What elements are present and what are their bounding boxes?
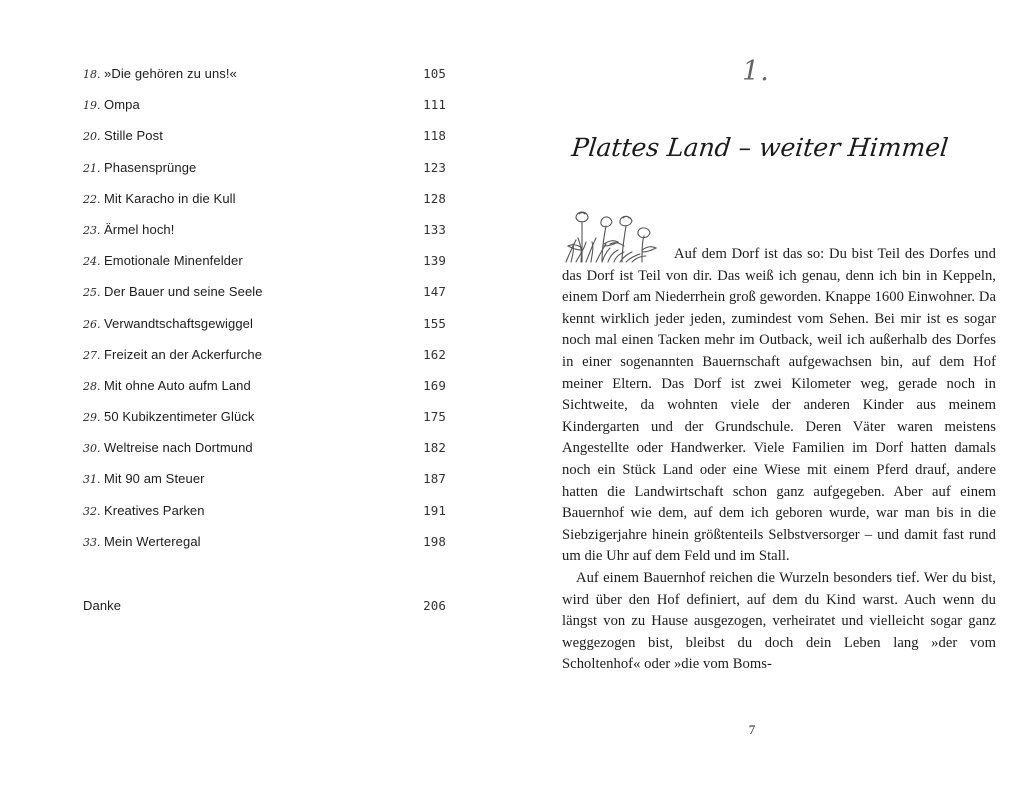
toc-entry-number: 27.: [83, 348, 101, 362]
page-number: 7: [748, 722, 756, 737]
toc-entry-number: 26.: [83, 317, 101, 331]
toc-entry-page: 133: [423, 221, 446, 237]
toc-entry[interactable]: [83, 97, 446, 128]
paragraph: [562, 244, 996, 568]
toc-entry-title: Ärmel hoch!: [104, 221, 175, 237]
toc-entry-title: Mit ohne Auto aufm Land: [104, 377, 251, 393]
toc-entry[interactable]: [83, 191, 446, 222]
toc-entry-title: Danke: [83, 598, 122, 613]
toc-entry-number: 28.: [83, 379, 101, 393]
paragraph: [562, 568, 996, 676]
toc-entry-title: Weltreise nach Dortmund: [104, 440, 253, 456]
toc-entry-number: 20.: [83, 130, 101, 144]
toc-entry[interactable]: [83, 128, 446, 159]
toc-entry-page: 111: [423, 97, 446, 113]
toc-entry-danke[interactable]: [83, 598, 446, 622]
toc-entry-number: 33.: [83, 535, 101, 549]
toc-entry-number: 32.: [83, 504, 101, 518]
toc-entry[interactable]: [83, 503, 446, 534]
toc-entry-title: Emotionale Minenfelder: [104, 253, 243, 269]
toc-entry-title: Mit Karacho in die Kull: [104, 190, 236, 206]
toc-entry-title: Mein Werteregal: [104, 533, 201, 549]
toc-entry-number: 21.: [83, 161, 101, 175]
toc-entry[interactable]: [83, 222, 446, 253]
toc-entry[interactable]: [83, 316, 446, 347]
toc-entry-number: 19.: [83, 99, 101, 113]
paragraph-text: Auf dem Dorf ist das so: Du bist Teil des Dorfes und das Dorf ist Teil von dir. Das weiß ich genau, denn ich bin in Keppeln, einem Dorf am Niederrhein groß geworden. Knappe 1600 Einwohner. Da kennt wirklich jeder jeden, zumindest vom Sehen. Bei mir ist es sogar noch mal einen Tacken mehr im Outback, weil ich außerhalb des Dorfes in einer sogenannten Bauernschaft aufgewachsen bin, auf dem Hof meiner Eltern. Das Dorf ist zwei Kilometer weg, gerade noch in Sichtweite, da wohnten viele der anderen Kinder aus meinem Kindergarten und der Grundschule. Deren Väter waren meistens Angestellte oder Handwerker. Viele Familien im Dorf hatten damals noch ein Stück Land oder eine Wiese mit einem Pferd drauf, andere hatten die Landwirtschaft schon ganz aufgegeben. Aber auf einem Bauernhof wie dem, auf dem ich geboren wurde, war man bis in die Siebzigerjahre hinein größtenteils Selbstversorger – und damit fast rund um die Uhr auf dem Feld und im Stall.: [562, 246, 996, 565]
toc-entry-page: 191: [423, 502, 446, 518]
toc-entry[interactable]: [83, 66, 446, 97]
toc-entry-title: Stille Post: [104, 128, 163, 144]
toc-entry[interactable]: [83, 160, 446, 191]
toc-entry-page: 147: [423, 284, 446, 300]
toc-entry-number: 31.: [83, 473, 101, 487]
chapter-number: 1.: [742, 56, 770, 87]
toc-entry-page: 155: [423, 315, 446, 331]
toc-entry-title: Der Bauer und seine Seele: [104, 284, 263, 300]
toc-entry[interactable]: [83, 284, 446, 315]
toc-entry-page: 123: [423, 159, 446, 175]
chapter-title: Plattes Land – weiter Himmel: [570, 133, 950, 162]
toc-entry[interactable]: [83, 409, 446, 440]
toc-entry[interactable]: [83, 347, 446, 378]
toc-entry-page: 118: [423, 128, 446, 144]
toc-entry-number: 23.: [83, 223, 101, 237]
toc-entry-title: Phasensprünge: [104, 159, 197, 175]
toc-entry-title: Verwandtschaftsgewiggel: [104, 315, 254, 331]
toc-entry-page: 128: [423, 190, 446, 206]
toc-entry-page: 198: [423, 533, 446, 549]
toc-entry-title: Kreatives Parken: [104, 502, 205, 518]
toc-entry-page: 175: [423, 409, 446, 425]
toc-entry[interactable]: [83, 253, 446, 284]
paragraph-text: Auf einem Bauernhof reichen die Wurzeln besonders tief. Wer du bist, wird über den Hof definiert, auf dem du Kind warst. Auch wenn du längst von zu Hause ausgezogen, verheiratet und vielleicht sogar ganz weggezogen bist, bleibst du doch dein Leben lang »der vom Scholtenhof« oder »die vom Boms-: [562, 569, 996, 673]
right-page: [510, 0, 1020, 812]
toc-entry-page: 206: [423, 598, 446, 613]
toc-entry-number: 30.: [83, 442, 101, 456]
chapter-body: [562, 244, 996, 676]
toc-entry-page: 105: [423, 66, 446, 81]
toc-entry[interactable]: [83, 378, 446, 409]
toc-entry-page: 187: [423, 471, 446, 487]
toc-entry-page: 162: [423, 346, 446, 362]
toc-entry-page: 169: [423, 377, 446, 393]
toc-entry-number: 29.: [83, 411, 101, 425]
toc-entry-title: Mit 90 am Steuer: [104, 471, 205, 487]
toc-entry[interactable]: [83, 440, 446, 471]
toc-entry-number: 25.: [83, 286, 101, 300]
toc-entry-title: 50 Kubikzentimeter Glück: [104, 409, 255, 425]
toc-entry-number: 18.: [83, 68, 101, 81]
toc-entry-number: 22.: [83, 192, 101, 206]
toc-entry[interactable]: [83, 471, 446, 502]
toc-entry[interactable]: [83, 534, 446, 565]
toc-entry-number: 24.: [83, 255, 101, 269]
toc-entry-title: Ompa: [104, 97, 140, 113]
table-of-contents: [83, 66, 446, 565]
toc-entry-title: Freizeit an der Ackerfurche: [104, 346, 263, 362]
toc-entry-page: 182: [423, 440, 446, 456]
toc-entry-page: 139: [423, 253, 446, 269]
toc-extra: [83, 598, 446, 622]
toc-entry-title: »Die gehören zu uns!«: [104, 66, 237, 81]
